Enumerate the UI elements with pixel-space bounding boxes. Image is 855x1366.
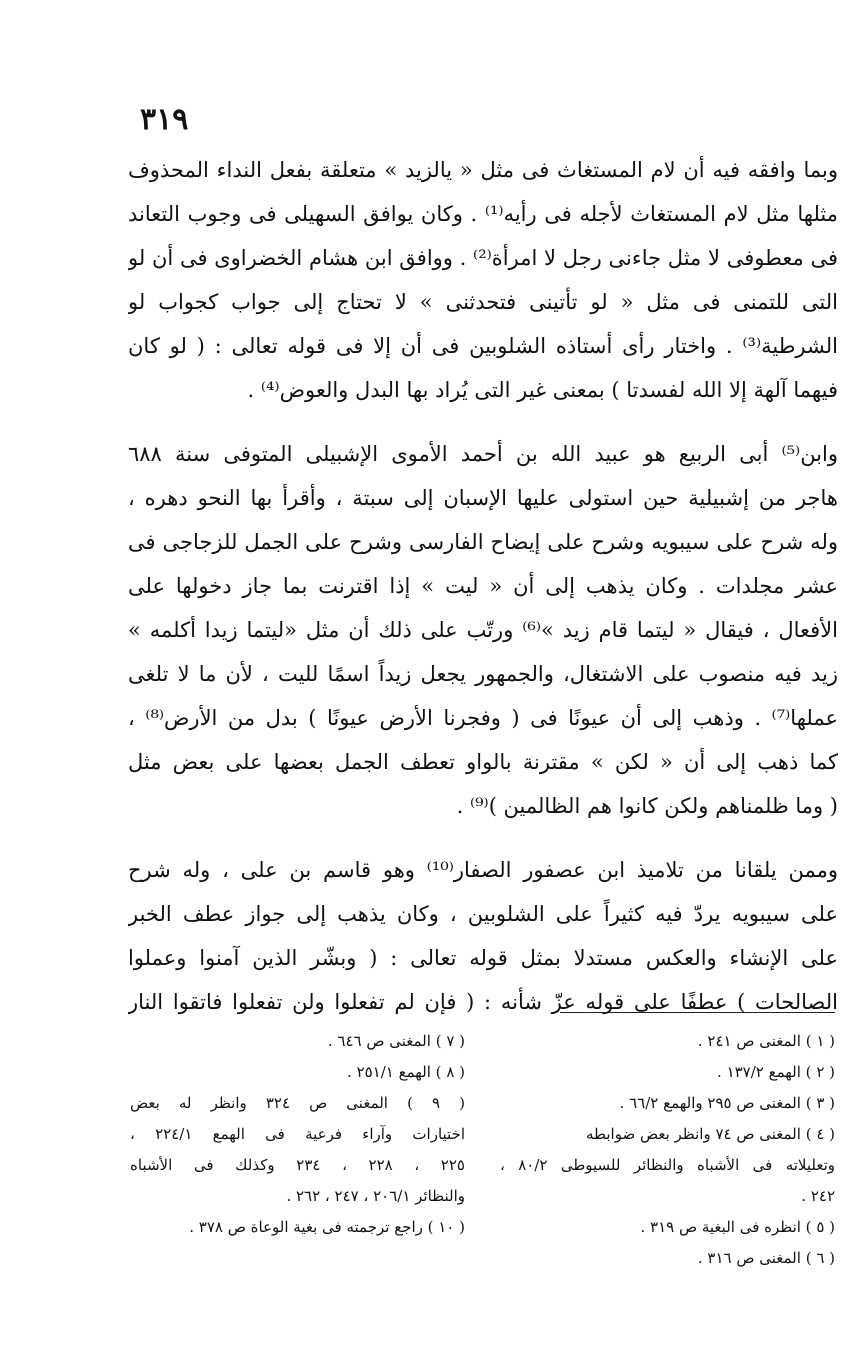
footnote-line: ( ٣ ) المغنى ص ٢٩٥ والهمع ٦٦/٢ . [619,1094,835,1112]
paragraph-2 [128,432,838,828]
text-line: فى معطوفى لا مثل جاءنى رجل لا امرأة⁽²⁾ . ووافق ابن هشام الخضراوى فى أن لو [128,246,838,270]
text-line: التى للتمنى فى مثل « لو تأتينى فتحدثنى » لا تحتاج إلى جواب كجواب لو [128,290,838,314]
footnote-line: ( ١ ) المغنى ص ٢٤١ . [697,1032,835,1050]
footnote-line: ( ٤ ) المغنى ص ٧٤ وانظر بعض ضوابطه [586,1125,835,1143]
footnote-line: والنظائر ٢٠٦/١ ، ٢٤٧ ، ٢٦٢ . [286,1187,465,1205]
footnote-line: ( ٥ ) انظره فى البغية ص ٣١٩ . [640,1218,835,1236]
text-line: ( وما ظلمناهم ولكن كانوا هم الظالمين )⁽⁹⁾ . [456,794,838,818]
footnote-line: ( ٦ ) المغنى ص ٣١٦ . [697,1249,835,1267]
footnote-line: اختيارات وآراء فرعية فى الهمع ٢٢٤/١ ، [130,1125,465,1143]
text-line: كما ذهب إلى أن « لكن » مقترنة بالواو تعطف الجمل بعضها على بعض مثل [128,750,838,774]
paragraph-gap [128,828,838,848]
footnotes-right-column [500,1026,835,1274]
footnote-line: ( ٧ ) المغنى ص ٦٤٦ . [327,1032,465,1050]
page-number: ٣١٩ [140,102,189,137]
text-line: وله شرح على سيبويه وشرح على إيضاح الفارسى وشرح على الجمل للزجاجى فى [128,530,838,554]
text-line: مثلها مثل لام المستغاث لأجله فى رأيه⁽¹⁾ . وكان يوافق السهيلى فى وجوب التعاند [128,202,838,226]
text-line: على سيبويه يردّ فيه كثيراً على الشلوبين ، وكان يذهب إلى جواز عطف الخبر [128,902,838,926]
text-line: على الإنشاء والعكس مستدلا بمثل قوله تعالى : ( وبشّر الذين آمنوا وعملوا [128,946,838,970]
text-line: عملها⁽⁷⁾ . وذهب إلى أن عيونًا فى ( وفجرنا الأرض عيونًا ) بدل من الأرض⁽⁸⁾ ، [128,706,838,730]
text-line: وابن⁽⁵⁾ أبى الربيع هو عبيد الله بن أحمد الأموى الإشبيلى المتوفى سنة ٦٨٨ [128,442,838,466]
text-line: الصالحات ) عطفًا على قوله عزّ شأنه : ( فإن لم تفعلوا ولن تفعلوا فاتقوا النار [128,990,838,1014]
footnote-line: ٢٤٢ . [801,1187,835,1205]
footnote-line: ( ٢ ) الهمع ١٣٧/٢ . [717,1063,835,1081]
footnotes-left-column [130,1026,465,1243]
footnote-divider [560,1012,835,1013]
text-line: وممن يلقانا من تلاميذ ابن عصفور الصفار⁽¹⁰⁾ وهو قاسم بن على ، وله شرح [128,858,838,882]
text-line: عشر مجلدات . وكان يذهب إلى أن « ليت » إذا اقترنت بما جاز دخولها على [128,574,838,598]
footnote-line: ( ٨ ) الهمع ٢٥١/١ . [347,1063,465,1081]
paragraph-gap [128,412,838,432]
text-line: هاجر من إشبيلية حين استولى عليها الإسبان إلى سبتة ، وأقرأ بها النحو دهره ، [128,486,838,510]
main-text [128,148,838,1024]
footnote-line: ( ٩ ) المغنى ص ٣٢٤ وانظر له بعض [130,1094,465,1112]
footnote-line: ٢٢٥ ، ٢٢٨ ، ٢٣٤ وكذلك فى الأشباه [130,1156,465,1174]
footnote-line: وتعليلاته فى الأشباه والنظائر للسيوطى ٨٠/٢ ، [500,1156,835,1174]
paragraph-3 [128,848,838,1024]
paragraph-1 [128,148,838,412]
text-line: وبما وافقه فيه أن لام المستغاث فى مثل « يالزيد » متعلقة بفعل النداء المحذوف [128,158,838,182]
text-line: الأفعال ، فيقال « ليتما قام زيد »⁽⁶⁾ ورتّب على ذلك أن مثل «ليتما زيدا أكلمه » [128,618,838,642]
text-line: زيد فيه منصوب على الاشتغال، والجمهور يجعل زيداً اسمًا لليت ، لأن ما لا تلغى [128,662,838,686]
text-line: الشرطية⁽³⁾ . واختار رأى أستاذه الشلوبين فى أن إلا فى قوله تعالى : ( لو كان [128,334,838,358]
text-line: فيهما آلهة إلا الله لفسدتا ) بمعنى غير التى يُراد بها البدل والعوض⁽⁴⁾ . [247,378,838,402]
footnote-line: ( ١٠ ) راجع ترجمته فى بغية الوعاة ص ٣٧٨ . [189,1218,465,1236]
